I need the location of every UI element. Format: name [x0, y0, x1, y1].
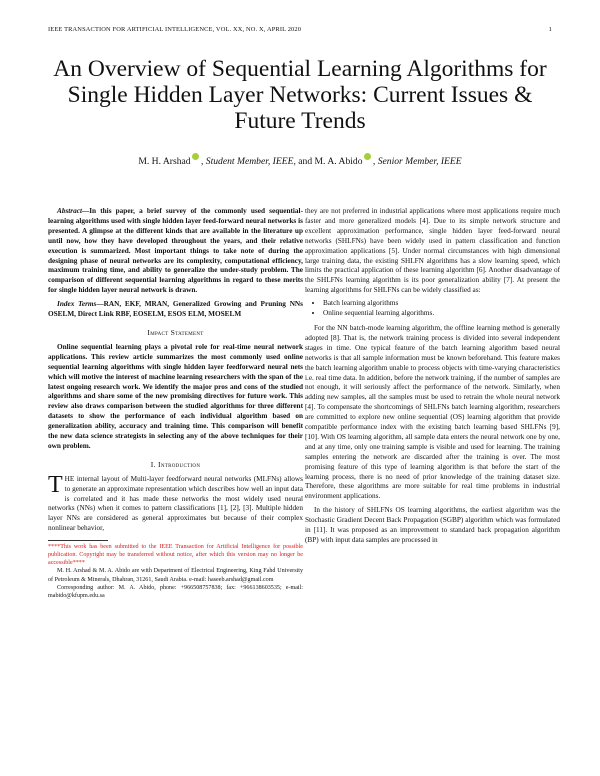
- introduction-paragraph: [48, 471, 303, 534]
- orcid-icon[interactable]: [192, 153, 199, 160]
- author-connector: and: [298, 156, 313, 167]
- affiliation-footnote: M. H. Arshad & M. A. Abido are with Department of Electrical Engineering, King Fahd University of Petroleum & Minerals, Dhahran, 31261, Saudi Arabia. e-mail: haseeb.arshad@gmail.com: [48, 568, 303, 583]
- introduction-text: HE internal layout of Multi-layer feedforward neural networks (MLFNs) allows to generate an approximate representation which describes how well an input data is correlated and it has made these networks the most widely used neural networks (NNs) when it comes to pattern classifications [1], [2], [3]. Multiple hidden layer NNs are considered as general approximates but because of their complex nonlinear behavior,: [48, 474, 303, 533]
- corresponding-author-footnote: Corresponding author: M. A. Abido, phone: +966508757838; fax: +966138603535; e-mail: mabido@kfupm.edu.sa: [48, 584, 303, 599]
- author-2: M. A. Abido: [314, 156, 363, 167]
- page-number: 1: [548, 26, 552, 33]
- body-paragraph-1: they are not preferred in industrial applications where most applications require much faster and more generalized models [4]. Due to its simple network structure and excellent approximation performance, single hidden layer feed-forward neural networks (SHLFNs) have been widely used in pattern classification and function approximation applications [5]. Under normal circumstances with high dimensional large training data, the existing SHLFN algorithms has a slow learning speed, which limits the practical application of these learning algorithm [6]. Another disadvantage of the SHLFNs learning algorithm is its poor generalization ability [7]. At present the learning algorithms for SHLFNs can be widely classified as:: [305, 207, 560, 295]
- author-1: M. H. Arshad: [138, 156, 191, 167]
- submission-notice: ****This work has been submitted to the IEEE Transaction for Artificial Intelligence for possible publication. Copyright may be transferred without notice, after which this version may no longer be accessible****: [48, 544, 303, 567]
- paper-title: An Overview of Sequential Learning Algorithms for Single Hidden Layer Networks: Current Issues & Future Trends: [53, 56, 547, 134]
- running-header: [48, 26, 552, 33]
- journal-name: IEEE TRANSACTION FOR ARTIFICIAL INTELLIGENCE, VOL. XX, NO. X, APRIL 2020: [48, 26, 302, 33]
- orcid-icon[interactable]: [364, 153, 371, 160]
- body-paragraph-3: In the history of SHLFNs OS learning algorithms, the earliest algorithm was the Stochastic Gradient Decent Back Propagation (SGBP) algorithm which was formulated in [11]. It was proposed as an improvement to standard back propagation algorithm (BP) with input data samples are processed in: [305, 506, 560, 544]
- list-item: • Online sequential learning algorithms.: [323, 309, 560, 319]
- right-column: [305, 207, 560, 546]
- author-2-role: Senior Member, IEEE: [377, 156, 462, 167]
- author-1-role: Student Member, IEEE,: [205, 156, 296, 167]
- drop-cap: T: [48, 471, 63, 498]
- introduction-heading: I. Introduction: [150, 459, 201, 469]
- impact-statement: Online sequential learning plays a pivotal role for real-time neural network applications. This review article summarizes the most commonly used online sequential learning algorithms with single hidden layer feedforward neural nets which will motive the interest of machine learning researchers with the span of the latest ongoing research work. We identify the major pros and cons of the studied algorithms and share some of the new promising directives for future work. This review also draws comparison between the studied algorithms for three different datasets to show the performance of each individual algorithm based on generalization ability, accuracy and training time. This comparison will benefit the new data science strategists in selecting any of the above techniques for their own problem.: [48, 342, 303, 450]
- left-column: [48, 207, 303, 600]
- abstract-text: —In this paper, a brief survey of the commonly used sequential-learning algorithms used with single hidden layer feed-forward neural networks is presented. A glimpse at the different kinds that are available in the literature up until now, how they have developed throughout the years, and their relative execution is summarized. Most important things to take note of during the designing phase of neural networks are its complexity, computational efficiency, maximum training time, and ability to generalize the under-study problem. The comparison of different sequential learning algorithms in regard to these merits for single hidden layer neural network is drawn.: [48, 207, 303, 295]
- list-item: • Batch learning algorithms: [323, 299, 560, 309]
- abstract-label: Abstract: [57, 207, 82, 215]
- abstract: [48, 207, 303, 296]
- impact-heading: Impact Statement: [147, 327, 204, 337]
- index-terms: [48, 300, 303, 320]
- index-terms-label: Index Terms: [57, 300, 97, 309]
- index-terms-text: —RAN, EKF, MRAN, Generalized Growing and Pruning NNs OSELM, Direct Link RBF, EOSELM, ESOS ELM, MOSELM: [48, 300, 303, 319]
- classification-list: [305, 299, 560, 319]
- author-line: M. H. Arshad , Student Member, IEEE, and M. A. Abido , Senior Member, IEEE: [40, 153, 560, 167]
- footnote-divider: [48, 540, 108, 541]
- body-paragraph-2: For the NN batch-mode learning algorithm, the offline learning method is generally adopted [8]. That is, the network training process is divided into several independent stages in time. One typical feature of the batch learning algorithm based neural networks is that all sample information must be known beforehand. This feature makes the batch learning algorithm unable to process objects with time-varying characteristics i.e. real time data. In addition, before the network training, if the number of samples are not enough, it will seriously affect the performance of the network. Similarly, when adding new samples, all the samples must be used to retrain the whole neural network [4]. To compensate the shortcomings of SHLFNs batch learning algorithm, researchers are committed to explore new online sequential (OS) learning algorithm that provide compatible performance index with the existing batch learning based SHLFNs [9], [10]. With OS learning algorithm, all sample data enters the neural network one by one, and at any time, only one training sample is visible and used for learning. The training samples entering the network are discarded after the training is over. The most promising feature of this type of learning algorithm is that before the start of the learning process, there is no need of prior knowledge of the training dataset size. Therefore, these algorithms are more suitable for real time problems in industrial environment applications.: [305, 323, 560, 501]
